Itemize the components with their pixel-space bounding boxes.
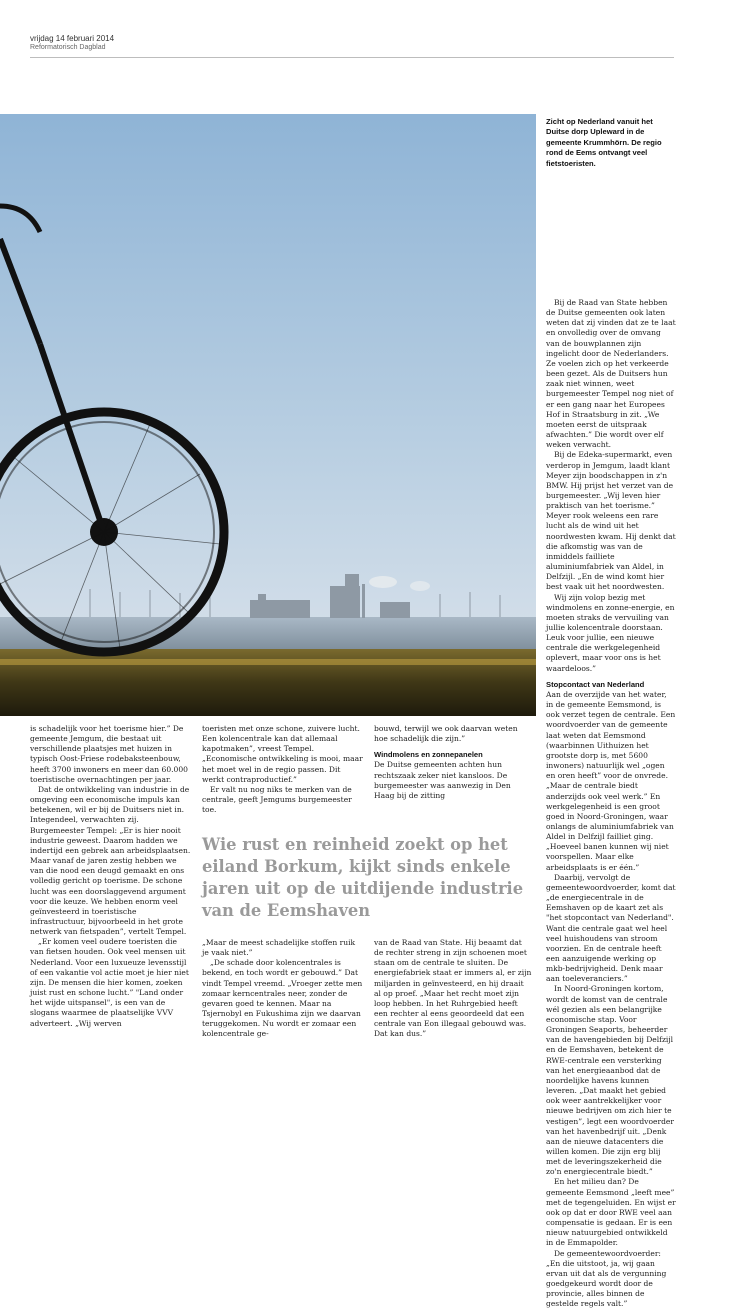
photo-caption: Zicht op Nederland vanuit het Duitse dorp Upleward in de gemeente Krummhörn. De regio rond de Eems ontvangt veel fietstoeristen. bbox=[546, 117, 662, 168]
article-column-3-bottom bbox=[374, 938, 532, 1040]
header-divider bbox=[30, 57, 674, 58]
paragraph: Bij de Edeka-supermarkt, even verderop in Jemgum, laadt klant Meyer zijn boodschappen in z'n BMW. Hij prijst het verzet van de burgemeester. „Wij leven hier praktisch van het toerisme.” Meyer rook weleens een rare lucht als de wind uit het noordwesten kwam. Hij denkt dat die afkomstig was van de inmiddels failliete aluminiumfabriek van Aldel, in Delfzijl. „En de wind komt hier best vaak uit het noordwesten. bbox=[546, 450, 676, 592]
paragraph: Bij de Raad van State hebben de Duitse gemeenten ook laten weten dat zij vinden dat ze te laat en onvolledig over de omvang van de bouwplannen zijn ingelicht door de Nederlanders. Ze voelen zich op het verkeerde been gezet. Als de Duitsers hun zaak niet winnen, weet burgemeester Tempel nog niet of er een gang naar het Europees Hof in Straatsburg in zit. „We moeten eerst de uitspraak afwachten.” Die wordt over elf weken verwacht. bbox=[546, 298, 676, 450]
paragraph: Wij zijn volop bezig met windmolens en zonne-energie, en moeten straks de vervuiling van jullie kolencentrale doorstaan. Leuk voor jullie, een nieuwe centrale die werkgelegenheid oplevert, maar voor ons is het waardeloos.” bbox=[546, 592, 675, 673]
paragraph: is schadelijk voor het toerisme hier.” De gemeente Jemgum, die bestaat uit verschillende plaatsjes met huizen in typisch Oost-Friese rodebaksteenbouw, heeft 3700 inwoners en meer dan 60.000 toeristische overnachtingen per jaar. bbox=[30, 724, 188, 784]
article-column-right bbox=[546, 298, 676, 1309]
paragraph: In Noord-Groningen kortom, wordt de komst van de centrale wél gezien als een belangrijke economische stap. Voor Groningen Seaports, beheerder van de havengebieden bij Delfzijl en de Eemshaven, betekent de RWE-centrale een versterking van het energieaanbod dat de noordelijke havens kunnen leveren. „Dat maakt het gebied ook weer aantrekkelijker voor nieuwe bedrijven om zich hier te vestigen”, legt een woordvoerder van het havenbedrijf uit. „Denk aan de nieuwe datacenters die willen komen. Die zijn erg blij met de leveringszekerheid die zo'n energiecentrale biedt.” bbox=[546, 984, 674, 1177]
paragraph: En het milieu dan? De gemeente Eemsmond „leeft mee” met de tegengeluiden. En wijst er ook op dat er door RWE veel aan compensatie is gedaan. Er is een nieuw natuurgebied ontwikkeld in de Emmapolder. bbox=[546, 1177, 676, 1248]
page-date: vrijdag 14 februari 2014 bbox=[30, 34, 115, 43]
paragraph: De Duitse gemeenten achten hun rechtszaak zeker niet kansloos. De burgemeester was aanwezig in Den Haag bij de zitting bbox=[374, 760, 511, 800]
pull-quote: Wie rust en reinheid zoekt op het eiland Borkum, kijkt sinds enkele jaren uit op de uitdijende industrie van de Eemshaven bbox=[202, 835, 524, 920]
paragraph: Dat de ontwikkeling van industrie in de omgeving een economische impuls kan betekenen, wil er bij de Duitsers niet in. Integendeel, verwachten zij. Burgemeester Tempel: „Er is hier nooit industrie geweest. Daarom hadden we indertijd een gebrek aan arbeidsplaatsen. Maar vanaf de jaren zestig hebben we van die nood een deugd gemaakt en ons volledig gericht op toerisme. De schone lucht was een doorslaggevend argument voor die keuze. We hebben enorm veel geïnvesteerd in toeristische infrastructuur, bijvoorbeeld in het grote netwerk van fietspaden”, vertelt Tempel. bbox=[30, 784, 191, 937]
paragraph: „Er komen veel oudere toeristen die van fietsen houden. Ook veel mensen uit Nederland. Voor een luxueuze levensstijl of een vakantie vol actie moet je hier niet zijn. De mensen die hier komen, zoeken juist rust en schone lucht.” "Land onder het wijde uitspansel", is een van de slogans waarmee de plaatselijke VVV adverteert. „Wij werven bbox=[30, 937, 189, 1028]
subheading: Stopcontact van Nederland bbox=[546, 679, 645, 689]
paragraph: „De schade door kolencentrales is bekend, en toch wordt er gebouwd.” Dat vindt Tempel vreemd. „Vroeger zette men zomaar kerncentrales neer, zonder de gevaren goed te kennen. Maar na Tsjernobyl en Fukushima zijn we daarvan teruggekomen. Nu wordt er zomaar een kolencentrale ge- bbox=[202, 958, 363, 1039]
subheading: Windmolens en zonnepanelen bbox=[374, 750, 483, 760]
article-column-3 bbox=[374, 724, 532, 801]
paragraph: Daarbij, vervolgt de gemeentewoordvoerder, komt dat „de energiecentrale in de Eemshaven op de kaart zet als "het stopcontact van Nederland". Want die centrale gaat wel heel veel huishoudens van stroom voorzien. En de centrale heeft een aanzuigende werking op mkb-bedrijvigheid. Denk maar aan toeleveranciers.” bbox=[546, 872, 676, 984]
paragraph: De gemeentewoordvoerder: „En die uitstoot, ja, wij gaan ervan uit dat als de vergunning goedgekeurd wordt door de provincie, alles binnen de gestelde regels valt.” bbox=[546, 1248, 667, 1309]
paragraph: van de Raad van State. Hij beaamt dat de rechter streng in zijn schoenen moet staan om de centrale te sluiten. De energiefabriek staat er immers al, er zijn miljarden in geïnvesteerd, en hij draait al op proef. „Maar het recht moet zijn loop hebben. In het Ruhrgebied heeft een rechter al eens geoordeeld dat een centrale van Eon illegaal gebouwd was. Dat kan dus.” bbox=[374, 938, 532, 1039]
paragraph: toeristen met onze schone, zuivere lucht. Een kolencentrale kan dat allemaal kapotmaken”, vreest Tempel. „Economische ontwikkeling is mooi, maar het moet wel in de regio passen. Dit werkt contraproductief.” bbox=[202, 724, 363, 784]
article-column-2 bbox=[202, 724, 364, 815]
article-column-2-bottom bbox=[202, 938, 364, 1040]
landscape-photo bbox=[0, 114, 536, 716]
paragraph: Er valt nu nog niks te merken van de centrale, geeft Jemgums burgemeester toe. bbox=[202, 784, 352, 815]
article-column-1 bbox=[30, 724, 192, 1029]
paragraph: bouwd, terwijl we ook daarvan weten hoe schadelijk die zijn.” bbox=[374, 724, 518, 744]
paragraph: „Maar de meest schadelijke stoffen ruik je vaak niet.” bbox=[202, 938, 356, 958]
paragraph: Aan de overzijde van het water, in de gemeente Eemsmond, is ook verzet tegen de centrale. Een woordvoerder van de gemeente laat weten dat Eemsmond (waarbinnen Uithuizen het grootste dorp is, met 5600 inwoners) natuurlijk wel „ogen en oren heeft” voor de onvrede. „Maar de centrale biedt anderzijds ook veel werk.” En werkgelegenheid is een groot goed in Noord-Groningen, waar onlangs de aluminiumfabriek van Aldel in Delfzijl failliet ging. „Hoeveel banen kunnen wij niet voorspellen. Maar elke arbeidsplaats is er één.” bbox=[546, 689, 676, 872]
publication-name: Reformatorisch Dagblad bbox=[30, 44, 106, 51]
